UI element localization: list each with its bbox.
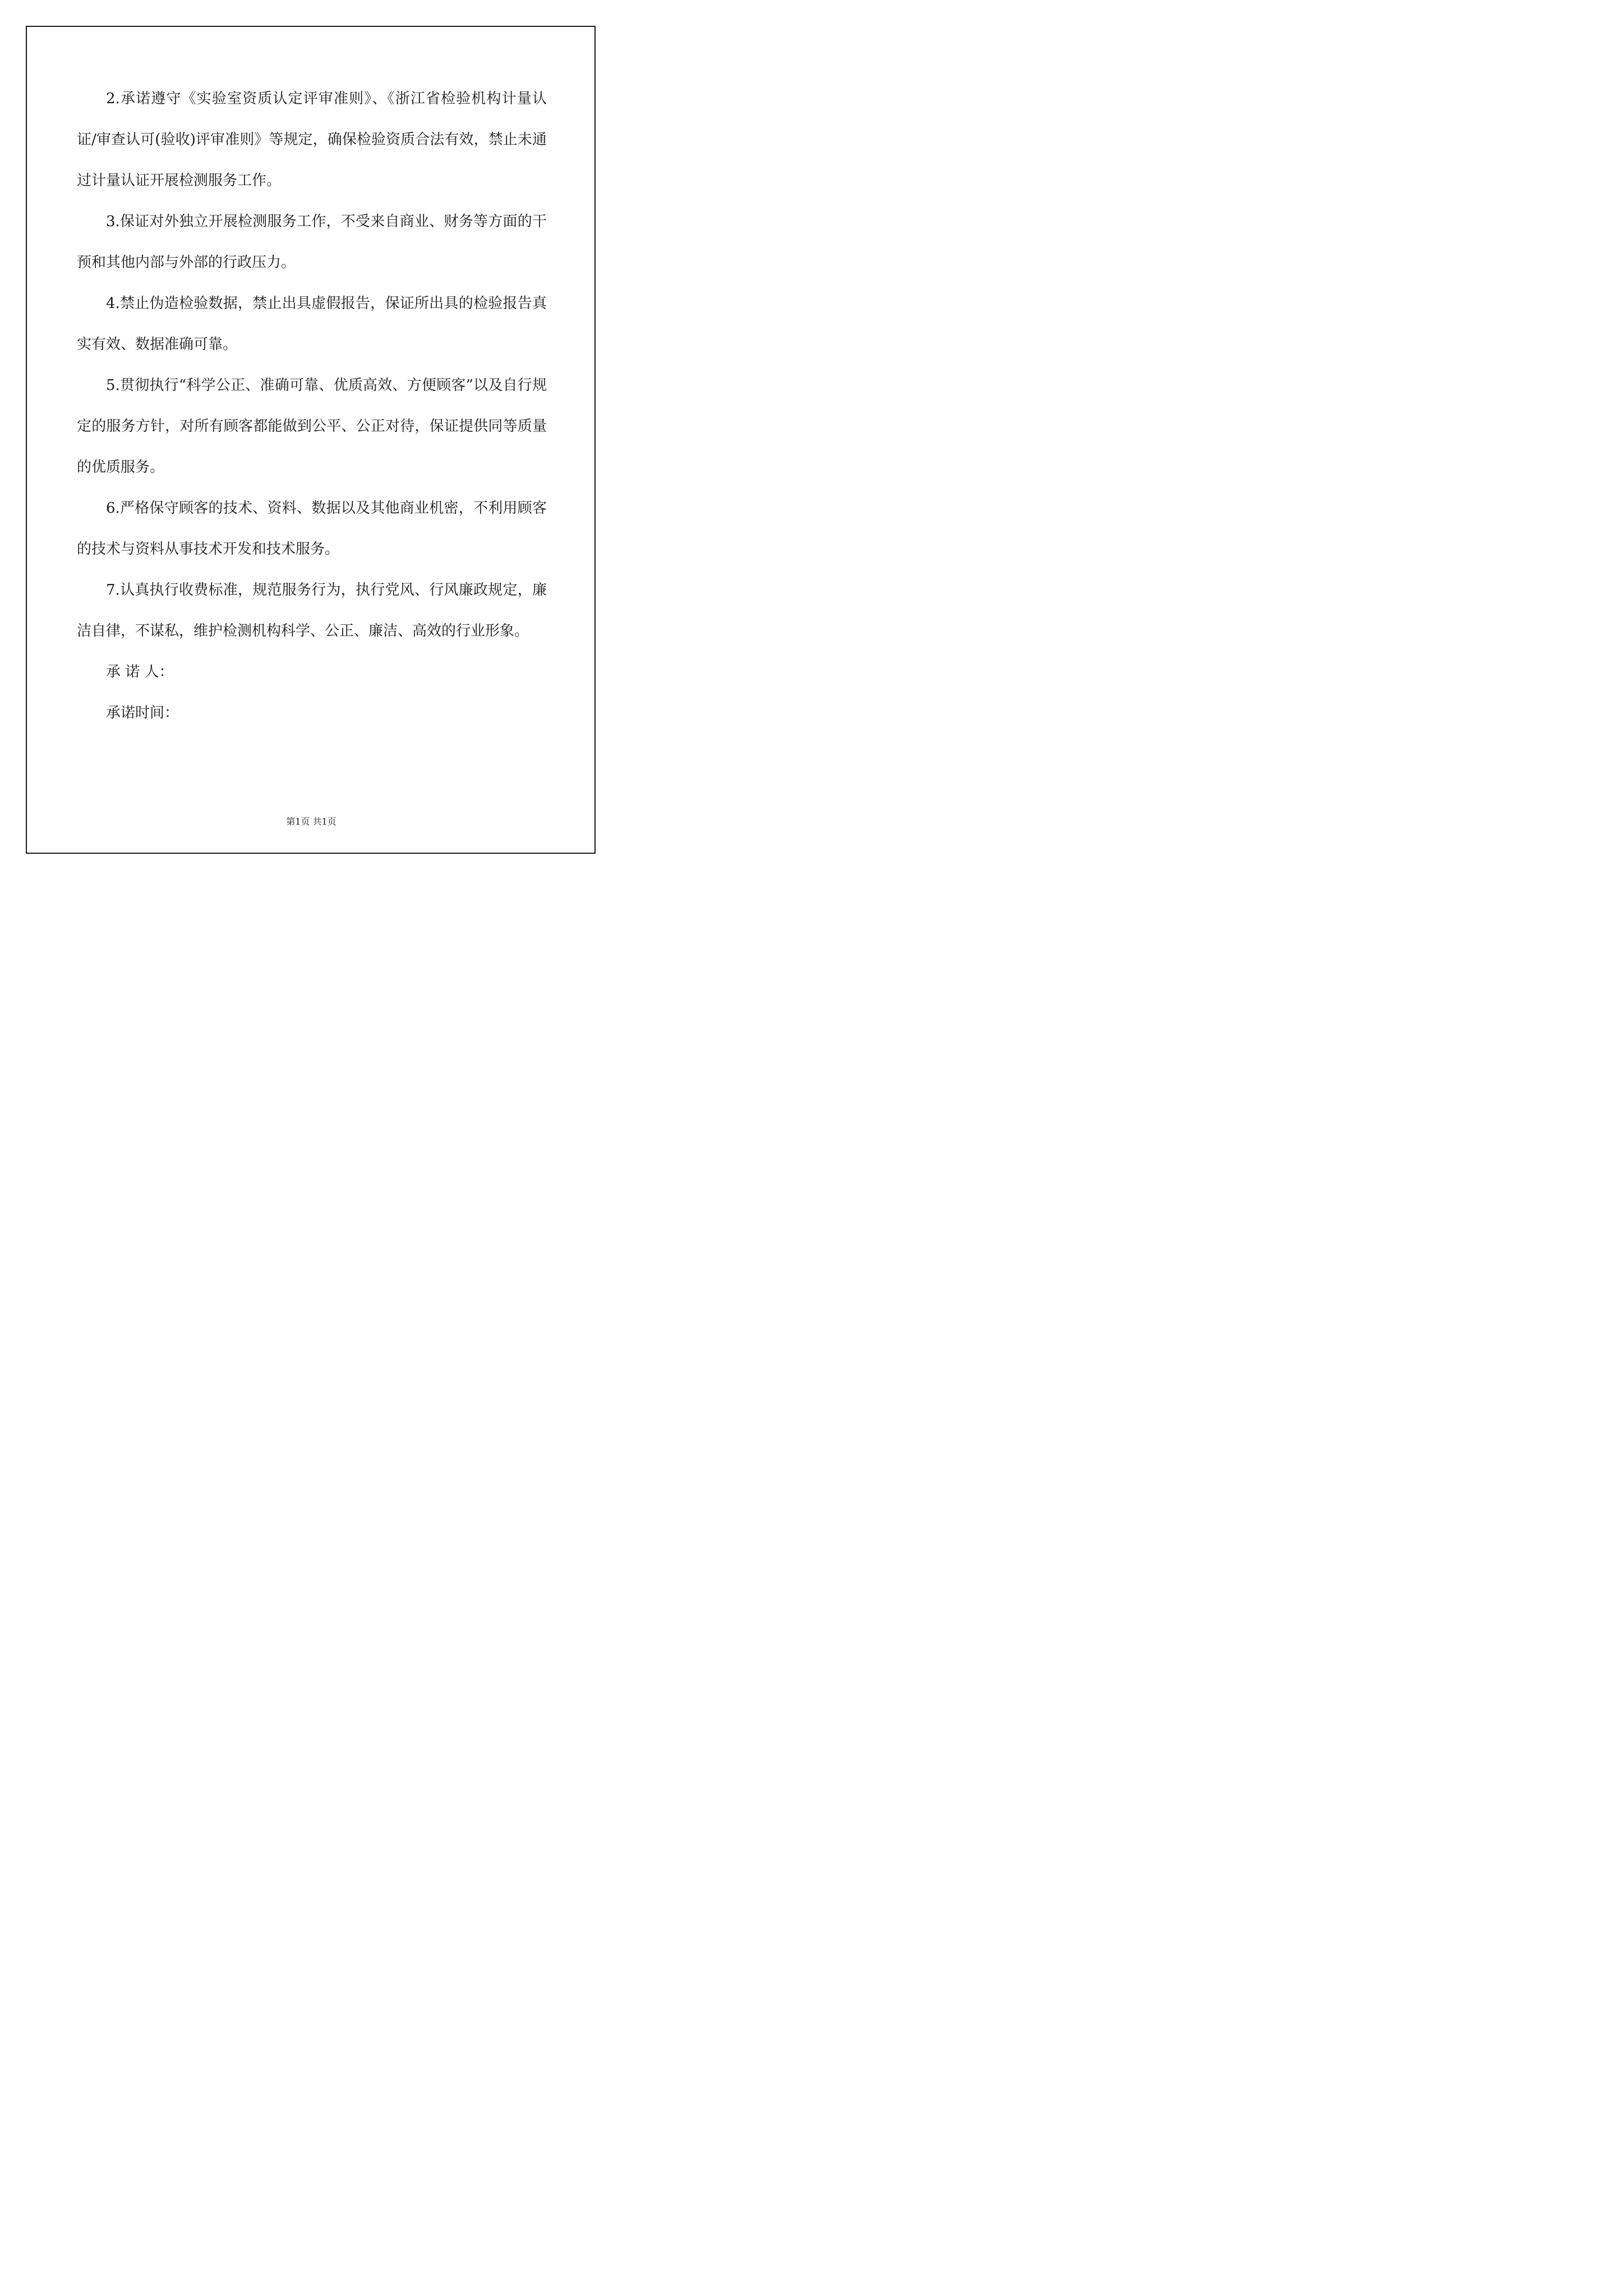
clause-6: 6.严格保守顾客的技术、资料、数据以及其他商业机密，不利用顾客的技术与资料从事技术开发和技术服务。 xyxy=(77,500,547,558)
clause-2: 2.承诺遵守《实验室资质认定评审准则》、《浙江省检验机构计量认证/审查认可(验收)评审准则》等规定，确保检验资质合法有效，禁止未通过计量认证开展检测服务工作。 xyxy=(77,90,547,189)
promisor-label: 承 诺 人： xyxy=(106,664,174,680)
clause-7: 7.认真执行收费标准，规范服务行为，执行党风、行风廉政规定，廉洁自律，不谋私，维护检测机构科学、公正、廉洁、高效的行业形象。 xyxy=(77,582,547,639)
document-body xyxy=(77,79,547,734)
clause-3: 3.保证对外独立开展检测服务工作，不受来自商业、财务等方面的干预和其他内部与外部的行政压力。 xyxy=(77,213,547,271)
promise-date-label: 承诺时间： xyxy=(106,705,179,721)
clause-4: 4.禁止伪造检验数据，禁止出具虚假报告，保证所出具的检验报告真实有效、数据准确可靠。 xyxy=(77,295,547,353)
clause-5: 5.贯彻执行“科学公正、准确可靠、优质高效、方便顾客”以及自行规定的服务方针，对所有顾客都能做到公平、公正对待，保证提供同等质量的优质服务。 xyxy=(77,377,547,476)
page-number-footer: 第1页 共1页 xyxy=(286,816,336,827)
